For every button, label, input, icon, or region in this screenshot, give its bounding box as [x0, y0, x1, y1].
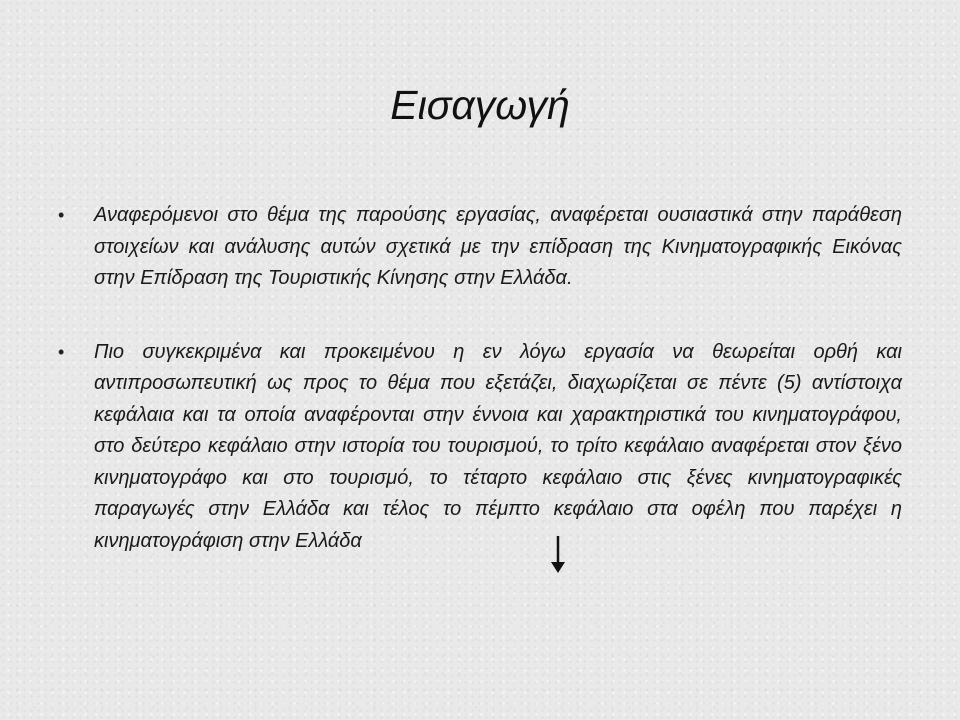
bullet-item-2 [58, 337, 902, 558]
bullet-text: Πιο συγκεκριμένα και προκειμένου η εν λόγω εργασία να θεωρείται ορθή και αντιπροσωπευτική ως προς το θέμα που εξετάζει, διαχωρίζεται σε πέντε (5) αντίστοιχα κεφάλαια και τα οποία αναφέρονται στην έννοια και χαρακτηριστικά του κινηματογράφου, στο δεύτερο κεφάλαιο στην ιστορία του τουρισμού, το τρίτο κεφάλαιο αναφέρεται στον ξένο κινηματογράφο και στο τουρισμό, το τέταρτο κεφάλαιο στις ξένες κινηματογραφικές παραγωγές στην Ελλάδα και τέλος το πέμπτο κεφάλαιο στα οφέλη που παρέχει η κινηματογράφιση στην Ελλάδα [94, 340, 902, 552]
bullet-list [58, 200, 902, 557]
slide-title: Εισαγωγή [390, 82, 570, 128]
bullet-text: Αναφερόμενοι στο θέμα της παρούσης εργασίας, αναφέρεται ουσιαστικά στην παράθεση στοιχείων και ανάλυσης αυτών σχετικά με την επίδραση της Κινηματογραφικής Εικόνας στην Επίδραση της Τουριστικής Κίνησης στην Ελλάδα. [94, 204, 902, 289]
bullet-dot-icon: • [58, 205, 65, 225]
bullet-item-1 [58, 200, 902, 295]
arrow-down-cursor-icon [550, 536, 566, 574]
bullet-dot-icon: • [58, 341, 65, 362]
